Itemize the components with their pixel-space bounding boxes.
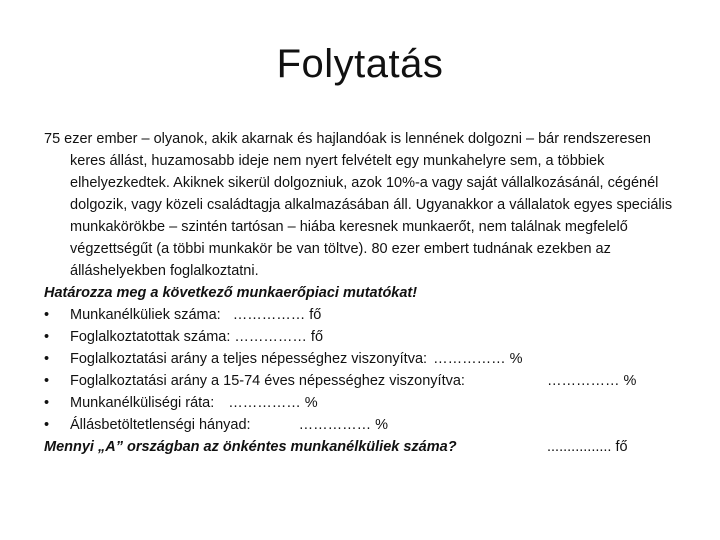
bullet-icon: • [44,395,50,411]
slide-title: Folytatás [276,42,444,86]
list-item [44,370,684,392]
bullet-icon: • [44,417,50,433]
instruction-text: Határozza meg a következő munkaerőpiaci mutatókat! [44,285,418,301]
list-item [44,414,684,436]
final-question-row [44,436,684,458]
list-item [44,348,684,370]
final-question: Mennyi „A” országban az önkéntes munkanélküliek száma? [44,439,457,455]
list-item [44,392,684,414]
list-item [44,326,684,348]
indicator-label: Munkanélküliségi ráta: [70,395,215,411]
indicator-label: Állásbetöltetlenségi hányad: [70,417,251,433]
indicator-label: Munkanélküliek száma: [70,307,221,323]
answer-blank: …………… % [433,351,523,367]
bullet-icon: • [44,307,50,323]
answer-blank: …………… % [298,417,388,433]
indicator-label: Foglalkoztatottak száma: [70,329,231,345]
bullet-icon: • [44,351,50,367]
answer-blank: …………… % [228,395,318,411]
slide-content [44,128,684,458]
final-answer-blank: ................ fő [547,439,628,455]
bullet-icon: • [44,329,50,345]
answer-blank: …………… % [547,373,637,389]
answer-blank: …………… fő [232,307,322,323]
indicator-label: Foglalkoztatási arány a 15-74 éves népességhez viszonyítva: [70,373,465,389]
bullet-icon: • [44,373,50,389]
answer-blank: …………… fő [234,329,324,345]
indicator-list [44,304,684,436]
list-item [44,304,684,326]
problem-paragraph: 75 ezer ember – olyanok, akik akarnak és hajlandóak is lennének dolgozni – bár rendszeresen keres állást, huzamosabb ideje nem nyert felvételt egy munkahelyre sem, a többiek elhelyezkedtek. Akiknek sikerül dolgozniuk, azok 10%-a vagy saját vállalkozásánál, cégénél dolgozik, vagy közeli családtagja alkalmazásában áll. Ugyanakkor a vállalatok egyes speciális munkakörökbe – szintén tartósan – hiába keresnek munkaerőt, nem találnak megfelelő végzettségűt (a többi munkakör be van töltve). 80 ezer embert tudnának ezekben az álláshelyekben foglalkoztatni. [44,131,673,279]
indicator-label: Foglalkoztatási arány a teljes népességhez viszonyítva: [70,351,428,367]
